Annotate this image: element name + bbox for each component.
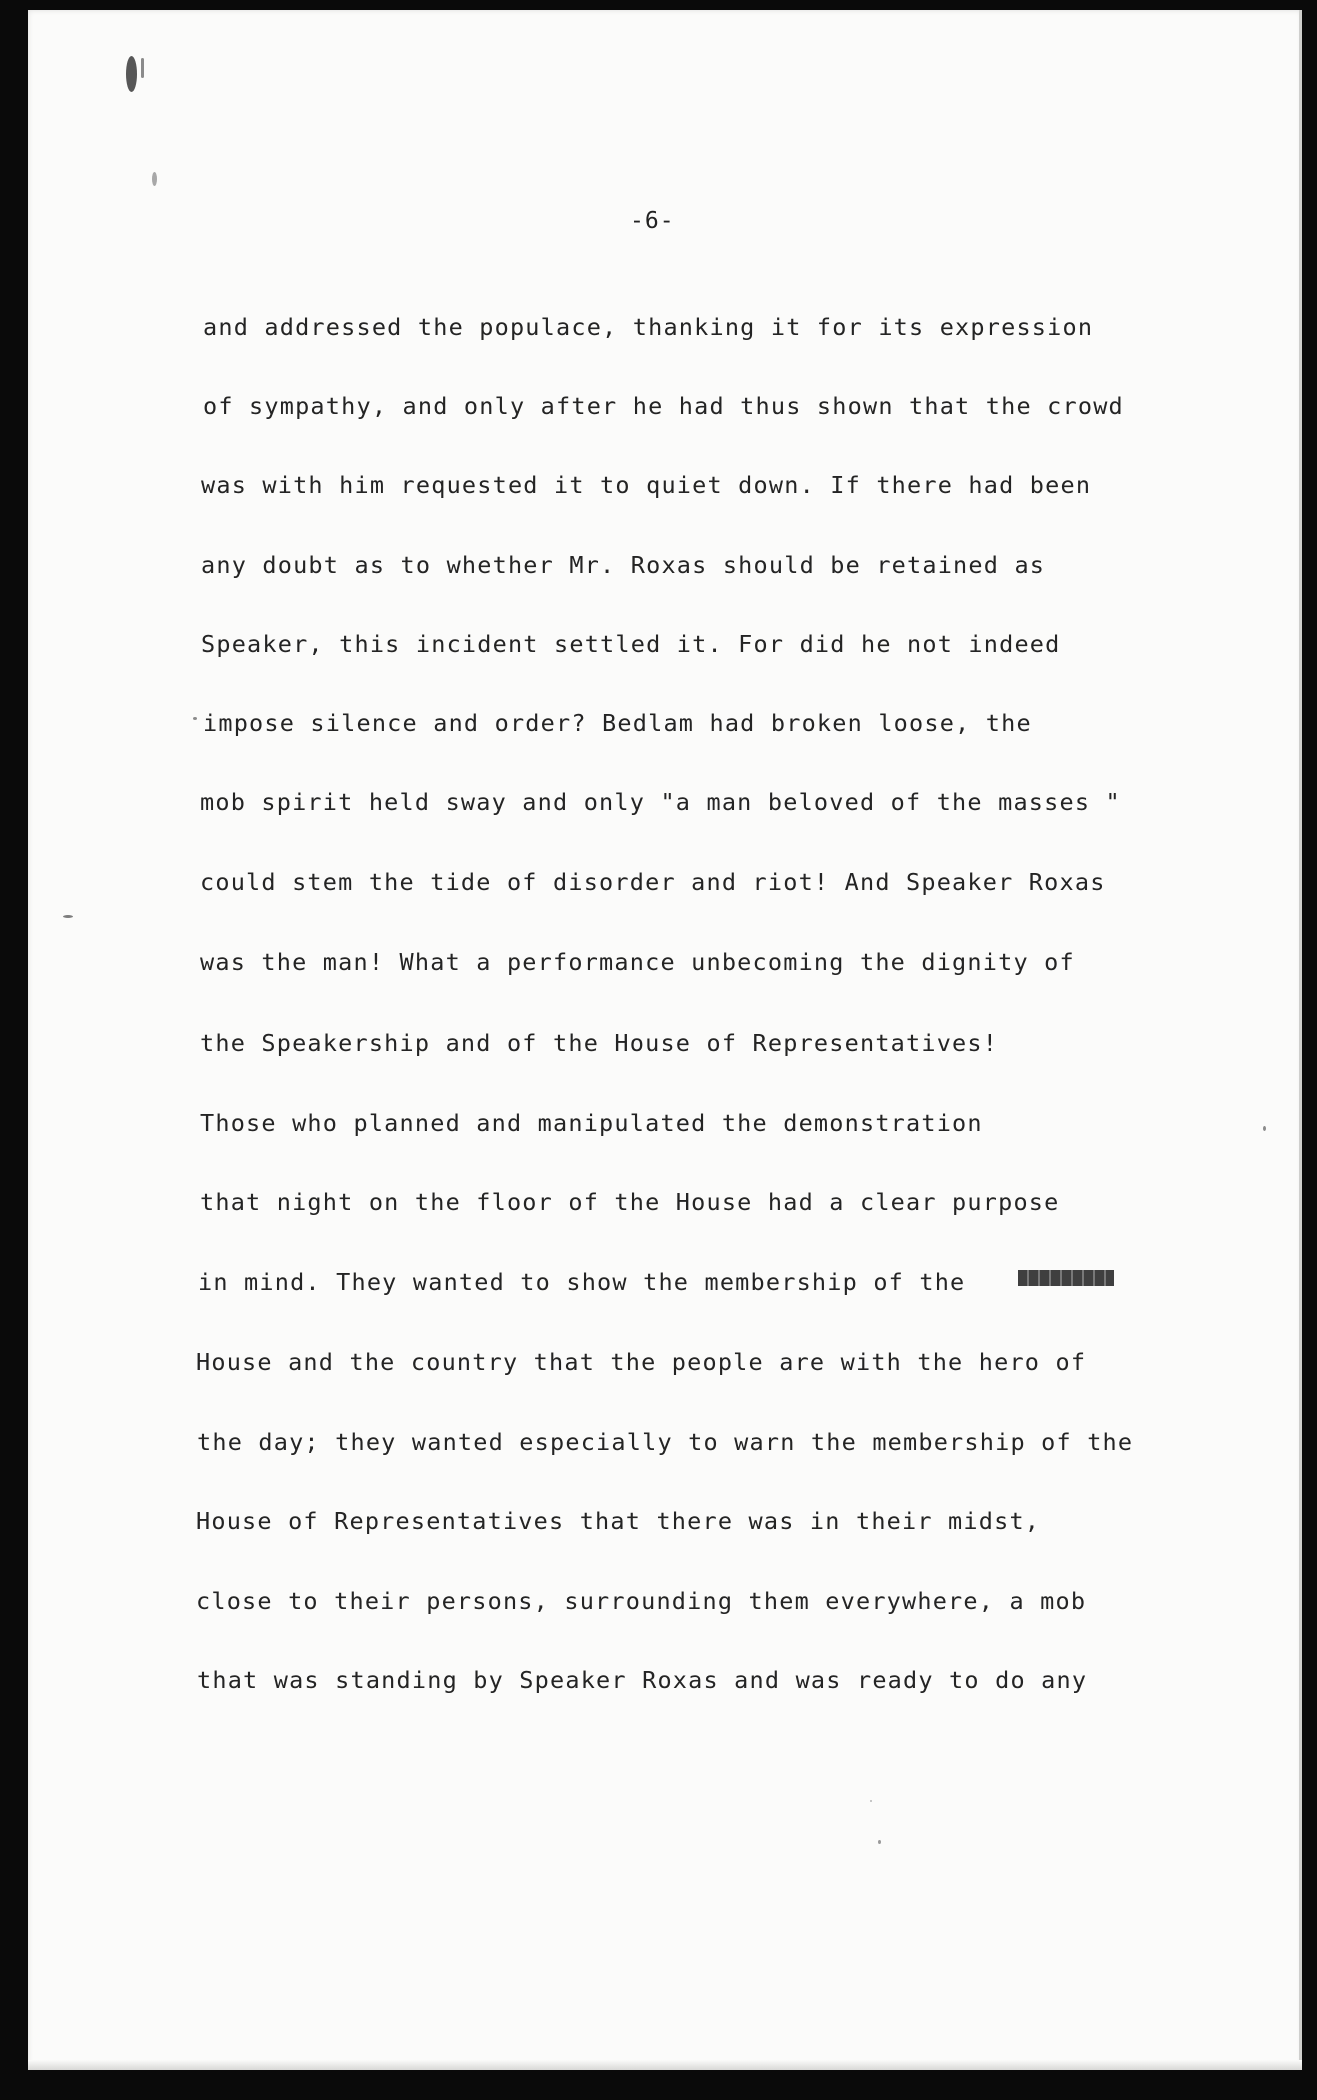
text-line: any doubt as to whether Mr. Roxas should be retained as <box>201 551 1046 579</box>
text-line: that was standing by Speaker Roxas and was ready to do any <box>197 1666 1088 1694</box>
text-line: Those who planned and manipulated the demonstration <box>200 1109 983 1137</box>
text-line: and addressed the populace, thanking it for its expression <box>203 313 1094 341</box>
struck-out-word <box>1018 1270 1114 1286</box>
text-line: impose silence and order? Bedlam had broken loose, the <box>203 709 1032 737</box>
text-line: the Speakership and of the House of Representatives! <box>200 1029 999 1057</box>
text-line: close to their persons, surrounding them everywhere, a mob <box>196 1587 1087 1615</box>
text-line: in mind. They wanted to show the membership of the <box>198 1268 966 1296</box>
text-line: the day; they wanted especially to warn the membership of the <box>197 1428 1134 1456</box>
text-line: of sympathy, and only after he had thus shown that the crowd <box>203 392 1124 420</box>
page-number: -6- <box>630 208 675 234</box>
text-line: House and the country that the people are with the hero of <box>196 1348 1087 1376</box>
text-line: was with him requested it to quiet down. If there had been <box>201 471 1092 499</box>
text-line: was the man! What a performance unbecoming the dignity of <box>200 948 1075 976</box>
text-line: Speaker, this incident settled it. For did he not indeed <box>201 630 1061 658</box>
text-line: mob spirit held sway and only "a man beloved of the masses " <box>200 788 1121 816</box>
text-line: that night on the floor of the House had a clear purpose <box>200 1188 1060 1216</box>
text-line: could stem the tide of disorder and riot! And Speaker Roxas <box>200 868 1106 896</box>
text-line: House of Representatives that there was in their midst, <box>196 1507 1041 1535</box>
